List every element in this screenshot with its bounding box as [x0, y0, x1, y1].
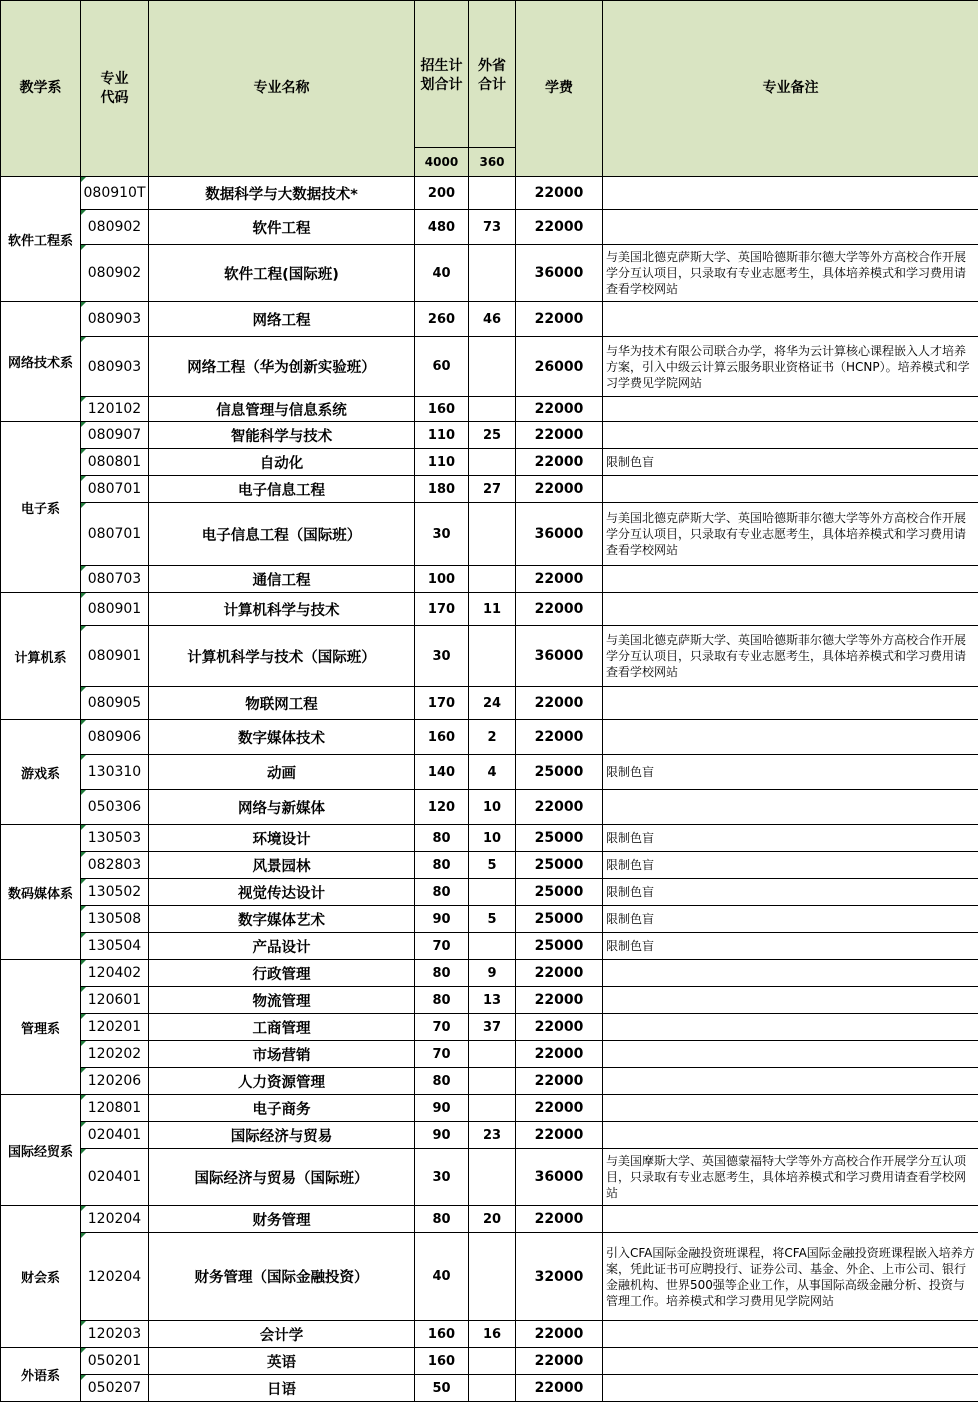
plan-count-cell: 70 — [415, 933, 469, 960]
out-province-count-cell: 16 — [469, 1321, 516, 1348]
tuition-cell: 22000 — [516, 210, 603, 245]
tuition-cell: 25000 — [516, 933, 603, 960]
header-code-line2: 代码 — [100, 89, 129, 106]
table-row — [1, 987, 978, 1014]
major-name-cell: 财务管理 — [149, 1206, 415, 1233]
tuition-cell: 22000 — [516, 790, 603, 825]
table-row — [1, 177, 978, 210]
major-name-cell: 环境设计 — [149, 825, 415, 852]
note-cell — [603, 960, 978, 987]
tuition-cell: 36000 — [516, 503, 603, 566]
major-name-cell: 网络工程 — [149, 302, 415, 337]
table-row — [1, 302, 978, 337]
tuition-cell: 22000 — [516, 1068, 603, 1095]
note-cell: 限制色盲 — [603, 933, 978, 960]
major-name-cell: 软件工程(国际班) — [149, 245, 415, 302]
header-dept: 教学系 — [1, 1, 81, 177]
tuition-cell: 22000 — [516, 1014, 603, 1041]
plan-count-cell: 120 — [415, 790, 469, 825]
tuition-cell: 22000 — [516, 566, 603, 593]
note-cell — [603, 987, 978, 1014]
table-row — [1, 720, 978, 755]
dept-cell: 外语系 — [1, 1348, 81, 1402]
plan-count-cell: 160 — [415, 397, 469, 422]
table-row — [1, 626, 978, 687]
plan-count-cell: 30 — [415, 503, 469, 566]
out-province-count-cell — [469, 397, 516, 422]
tuition-cell: 22000 — [516, 177, 603, 210]
tuition-cell: 22000 — [516, 987, 603, 1014]
out-province-count-cell — [469, 1149, 516, 1206]
major-name-cell: 智能科学与技术 — [149, 422, 415, 449]
table-row — [1, 879, 978, 906]
note-cell — [603, 210, 978, 245]
out-province-count-cell — [469, 566, 516, 593]
header-plan-line1: 招生计 — [420, 58, 463, 74]
plan-count-cell: 80 — [415, 1206, 469, 1233]
plan-count-cell: 80 — [415, 879, 469, 906]
note-cell — [603, 1095, 978, 1122]
note-cell: 与美国摩斯大学、英国德蒙福特大学等外方高校合作开展学分互认项目，只录取有专业志愿考生，具体培养模式和学习费用请查看学校网站 — [603, 1149, 978, 1206]
tuition-cell: 25000 — [516, 825, 603, 852]
plan-count-cell: 30 — [415, 626, 469, 687]
plan-count-cell: 90 — [415, 1095, 469, 1122]
table-row — [1, 687, 978, 720]
out-province-count-cell — [469, 626, 516, 687]
plan-count-cell: 140 — [415, 755, 469, 790]
note-cell — [603, 422, 978, 449]
header-out — [469, 1, 516, 148]
out-province-count-cell — [469, 1095, 516, 1122]
out-province-count-cell — [469, 1041, 516, 1068]
plan-count-cell: 40 — [415, 1233, 469, 1321]
note-cell — [603, 1206, 978, 1233]
major-name-cell: 英语 — [149, 1348, 415, 1375]
plan-count-cell: 110 — [415, 449, 469, 476]
out-province-count-cell: 10 — [469, 825, 516, 852]
out-province-count-cell — [469, 177, 516, 210]
major-name-cell: 市场营销 — [149, 1041, 415, 1068]
major-code-cell: 130508 — [81, 906, 149, 933]
dept-cell: 财会系 — [1, 1206, 81, 1348]
major-name-cell: 数字媒体技术 — [149, 720, 415, 755]
note-cell — [603, 177, 978, 210]
out-province-count-cell — [469, 503, 516, 566]
note-cell: 限制色盲 — [603, 906, 978, 933]
tuition-cell: 22000 — [516, 687, 603, 720]
major-code-cell: 080902 — [81, 210, 149, 245]
tuition-cell: 22000 — [516, 1095, 603, 1122]
major-name-cell: 电子信息工程（国际班） — [149, 503, 415, 566]
note-cell: 限制色盲 — [603, 825, 978, 852]
plan-count-cell: 170 — [415, 593, 469, 626]
table-row — [1, 449, 978, 476]
major-code-cell: 080903 — [81, 337, 149, 397]
out-province-count-cell — [469, 879, 516, 906]
note-cell — [603, 1014, 978, 1041]
major-name-cell: 风景园林 — [149, 852, 415, 879]
plan-count-cell: 80 — [415, 987, 469, 1014]
plan-count-cell: 50 — [415, 1375, 469, 1402]
header-fee: 学费 — [516, 1, 603, 177]
major-name-cell: 软件工程 — [149, 210, 415, 245]
out-province-count-cell: 27 — [469, 476, 516, 503]
major-name-cell: 日语 — [149, 1375, 415, 1402]
plan-count-cell: 480 — [415, 210, 469, 245]
major-name-cell: 数字媒体艺术 — [149, 906, 415, 933]
plan-count-cell: 40 — [415, 245, 469, 302]
major-code-cell: 120203 — [81, 1321, 149, 1348]
major-name-cell: 财务管理（国际金融投资） — [149, 1233, 415, 1321]
tuition-cell: 25000 — [516, 879, 603, 906]
table-row — [1, 1149, 978, 1206]
major-name-cell: 国际经济与贸易（国际班） — [149, 1149, 415, 1206]
note-cell — [603, 1041, 978, 1068]
dept-cell: 软件工程系 — [1, 177, 81, 302]
out-province-count-cell: 13 — [469, 987, 516, 1014]
table-row — [1, 960, 978, 987]
out-province-count-cell: 37 — [469, 1014, 516, 1041]
header-out-line2: 合计 — [478, 77, 506, 93]
table-row — [1, 933, 978, 960]
plan-count-cell: 90 — [415, 906, 469, 933]
tuition-cell: 25000 — [516, 906, 603, 933]
tuition-cell: 22000 — [516, 422, 603, 449]
tuition-cell: 22000 — [516, 449, 603, 476]
major-name-cell: 网络与新媒体 — [149, 790, 415, 825]
major-name-cell: 物联网工程 — [149, 687, 415, 720]
major-code-cell: 120601 — [81, 987, 149, 1014]
major-name-cell: 电子信息工程 — [149, 476, 415, 503]
plan-count-cell: 80 — [415, 825, 469, 852]
major-name-cell: 计算机科学与技术 — [149, 593, 415, 626]
out-province-count-cell: 2 — [469, 720, 516, 755]
major-code-cell: 080801 — [81, 449, 149, 476]
major-code-cell: 020401 — [81, 1122, 149, 1149]
major-code-cell: 120202 — [81, 1041, 149, 1068]
table-row — [1, 852, 978, 879]
table-row — [1, 1348, 978, 1375]
note-cell — [603, 1375, 978, 1402]
plan-count-cell: 60 — [415, 337, 469, 397]
major-name-cell: 动画 — [149, 755, 415, 790]
major-code-cell: 050207 — [81, 1375, 149, 1402]
note-cell: 引入CFA国际金融投资班课程，将CFA国际金融投资班课程嵌入培养方案，凭此证书可应聘投行、证券公司、基金、外企、上市公司、银行金融机构、世界500强等企业工作，从事国际高级金融分析、投资与管理工作。培养模式和学习费用见学院网站 — [603, 1233, 978, 1321]
dept-cell: 网络技术系 — [1, 302, 81, 422]
major-code-cell: 130504 — [81, 933, 149, 960]
tuition-cell: 22000 — [516, 397, 603, 422]
major-code-cell: 082803 — [81, 852, 149, 879]
major-name-cell: 工商管理 — [149, 1014, 415, 1041]
table-row — [1, 337, 978, 397]
note-cell — [603, 397, 978, 422]
dept-cell: 游戏系 — [1, 720, 81, 825]
out-province-count-cell: 4 — [469, 755, 516, 790]
header-out-total: 360 — [469, 148, 516, 177]
plan-count-cell: 160 — [415, 1321, 469, 1348]
dept-cell: 国际经贸系 — [1, 1095, 81, 1206]
note-cell: 与美国北德克萨斯大学、英国哈德斯菲尔德大学等外方高校合作开展学分互认项目，只录取有专业志愿考生，具体培养模式和学习费用请查看学校网站 — [603, 245, 978, 302]
major-code-cell: 080910T — [81, 177, 149, 210]
tuition-cell: 22000 — [516, 593, 603, 626]
table-row — [1, 210, 978, 245]
tuition-cell: 22000 — [516, 720, 603, 755]
note-cell — [603, 302, 978, 337]
tuition-cell: 26000 — [516, 337, 603, 397]
note-cell — [603, 476, 978, 503]
plan-count-cell: 80 — [415, 852, 469, 879]
dept-cell: 计算机系 — [1, 593, 81, 720]
plan-count-cell: 70 — [415, 1041, 469, 1068]
plan-count-cell: 80 — [415, 960, 469, 987]
out-province-count-cell: 25 — [469, 422, 516, 449]
table-row — [1, 1233, 978, 1321]
major-code-cell: 120204 — [81, 1206, 149, 1233]
major-code-cell: 050306 — [81, 790, 149, 825]
plan-count-cell: 180 — [415, 476, 469, 503]
out-province-count-cell: 11 — [469, 593, 516, 626]
tuition-cell: 22000 — [516, 1206, 603, 1233]
major-code-cell: 120102 — [81, 397, 149, 422]
out-province-count-cell — [469, 933, 516, 960]
major-name-cell: 信息管理与信息系统 — [149, 397, 415, 422]
table-row — [1, 1375, 978, 1402]
header-out-line1: 外省 — [478, 58, 506, 74]
table-row — [1, 566, 978, 593]
table-row — [1, 397, 978, 422]
major-code-cell: 080701 — [81, 503, 149, 566]
header-name: 专业名称 — [149, 1, 415, 177]
note-cell: 限制色盲 — [603, 852, 978, 879]
plan-count-cell: 100 — [415, 566, 469, 593]
out-province-count-cell — [469, 449, 516, 476]
major-code-cell: 120402 — [81, 960, 149, 987]
tuition-cell: 22000 — [516, 476, 603, 503]
tuition-cell: 25000 — [516, 852, 603, 879]
major-name-cell: 网络工程（华为创新实验班） — [149, 337, 415, 397]
major-code-cell: 120201 — [81, 1014, 149, 1041]
major-code-cell: 080907 — [81, 422, 149, 449]
major-name-cell: 视觉传达设计 — [149, 879, 415, 906]
major-code-cell: 130310 — [81, 755, 149, 790]
tuition-cell: 22000 — [516, 1122, 603, 1149]
major-name-cell: 计算机科学与技术（国际班） — [149, 626, 415, 687]
out-province-count-cell — [469, 245, 516, 302]
tuition-cell: 36000 — [516, 1149, 603, 1206]
major-code-cell: 130502 — [81, 879, 149, 906]
tuition-cell: 36000 — [516, 626, 603, 687]
plan-count-cell: 70 — [415, 1014, 469, 1041]
major-code-cell: 130503 — [81, 825, 149, 852]
table-row — [1, 1068, 978, 1095]
plan-count-cell: 110 — [415, 422, 469, 449]
table-row — [1, 1014, 978, 1041]
major-code-cell: 080905 — [81, 687, 149, 720]
out-province-count-cell: 5 — [469, 906, 516, 933]
out-province-count-cell — [469, 1348, 516, 1375]
major-code-cell: 080903 — [81, 302, 149, 337]
major-code-cell: 020401 — [81, 1149, 149, 1206]
header-note: 专业备注 — [603, 1, 978, 177]
major-code-cell: 120204 — [81, 1233, 149, 1321]
out-province-count-cell: 23 — [469, 1122, 516, 1149]
tuition-cell: 22000 — [516, 1375, 603, 1402]
table-row — [1, 245, 978, 302]
table-body — [1, 177, 978, 1402]
note-cell: 与华为技术有限公司联合办学，将华为云计算核心课程嵌入人才培养方案，引入中级云计算云服务职业资格证书（HCNP）。培养模式和学习学费见学院网站 — [603, 337, 978, 397]
major-name-cell: 电子商务 — [149, 1095, 415, 1122]
major-name-cell: 国际经济与贸易 — [149, 1122, 415, 1149]
note-cell — [603, 687, 978, 720]
table-row — [1, 755, 978, 790]
table-row — [1, 906, 978, 933]
note-cell: 限制色盲 — [603, 449, 978, 476]
note-cell: 限制色盲 — [603, 755, 978, 790]
major-name-cell: 行政管理 — [149, 960, 415, 987]
table-row — [1, 1041, 978, 1068]
major-name-cell: 会计学 — [149, 1321, 415, 1348]
note-cell — [603, 790, 978, 825]
table-row — [1, 790, 978, 825]
out-province-count-cell — [469, 1068, 516, 1095]
major-code-cell: 080902 — [81, 245, 149, 302]
note-cell: 与美国北德克萨斯大学、英国哈德斯菲尔德大学等外方高校合作开展学分互认项目，只录取有专业志愿考生，具体培养模式和学习费用请查看学校网站 — [603, 626, 978, 687]
tuition-cell: 22000 — [516, 1348, 603, 1375]
out-province-count-cell — [469, 1233, 516, 1321]
table-row — [1, 1122, 978, 1149]
table-row — [1, 476, 978, 503]
note-cell — [603, 1122, 978, 1149]
plan-count-cell: 200 — [415, 177, 469, 210]
tuition-cell: 22000 — [516, 960, 603, 987]
header-plan-line2: 划合计 — [420, 77, 463, 93]
major-name-cell: 产品设计 — [149, 933, 415, 960]
dept-cell: 电子系 — [1, 422, 81, 593]
header-plan — [415, 1, 469, 148]
note-cell — [603, 1321, 978, 1348]
tuition-cell: 25000 — [516, 755, 603, 790]
major-code-cell: 120206 — [81, 1068, 149, 1095]
major-name-cell: 人力资源管理 — [149, 1068, 415, 1095]
tuition-cell: 22000 — [516, 302, 603, 337]
major-code-cell: 080703 — [81, 566, 149, 593]
note-cell — [603, 593, 978, 626]
out-province-count-cell: 73 — [469, 210, 516, 245]
plan-count-cell: 30 — [415, 1149, 469, 1206]
note-cell — [603, 566, 978, 593]
major-name-cell: 自动化 — [149, 449, 415, 476]
dept-cell: 管理系 — [1, 960, 81, 1095]
dept-cell: 数码媒体系 — [1, 825, 81, 960]
tuition-cell: 36000 — [516, 245, 603, 302]
out-province-count-cell — [469, 337, 516, 397]
plan-count-cell: 80 — [415, 1068, 469, 1095]
plan-count-cell: 90 — [415, 1122, 469, 1149]
plan-count-cell: 160 — [415, 720, 469, 755]
major-name-cell: 数据科学与大数据技术* — [149, 177, 415, 210]
out-province-count-cell: 10 — [469, 790, 516, 825]
out-province-count-cell: 9 — [469, 960, 516, 987]
major-code-cell: 120801 — [81, 1095, 149, 1122]
out-province-count-cell — [469, 1375, 516, 1402]
table-row — [1, 1321, 978, 1348]
plan-count-cell: 160 — [415, 1348, 469, 1375]
table-row — [1, 503, 978, 566]
header-plan-total: 4000 — [415, 148, 469, 177]
table-row — [1, 1206, 978, 1233]
out-province-count-cell: 24 — [469, 687, 516, 720]
note-cell: 限制色盲 — [603, 879, 978, 906]
major-code-cell: 080906 — [81, 720, 149, 755]
table-row — [1, 422, 978, 449]
table-row — [1, 825, 978, 852]
note-cell — [603, 720, 978, 755]
table-row — [1, 1095, 978, 1122]
major-code-cell: 080901 — [81, 593, 149, 626]
plan-count-cell: 260 — [415, 302, 469, 337]
table-row — [1, 593, 978, 626]
major-code-cell: 080701 — [81, 476, 149, 503]
out-province-count-cell: 20 — [469, 1206, 516, 1233]
major-name-cell: 物流管理 — [149, 987, 415, 1014]
note-cell — [603, 1068, 978, 1095]
header-code — [81, 1, 149, 177]
header-code-line1: 专业 — [100, 70, 129, 87]
tuition-cell: 22000 — [516, 1041, 603, 1068]
tuition-cell: 32000 — [516, 1233, 603, 1321]
note-cell — [603, 1348, 978, 1375]
major-code-cell: 050201 — [81, 1348, 149, 1375]
plan-count-cell: 170 — [415, 687, 469, 720]
tuition-cell: 22000 — [516, 1321, 603, 1348]
out-province-count-cell: 5 — [469, 852, 516, 879]
out-province-count-cell: 46 — [469, 302, 516, 337]
major-code-cell: 080901 — [81, 626, 149, 687]
major-name-cell: 通信工程 — [149, 566, 415, 593]
note-cell: 与美国北德克萨斯大学、英国哈德斯菲尔德大学等外方高校合作开展学分互认项目，只录取有专业志愿考生，具体培养模式和学习费用请查看学校网站 — [603, 503, 978, 566]
